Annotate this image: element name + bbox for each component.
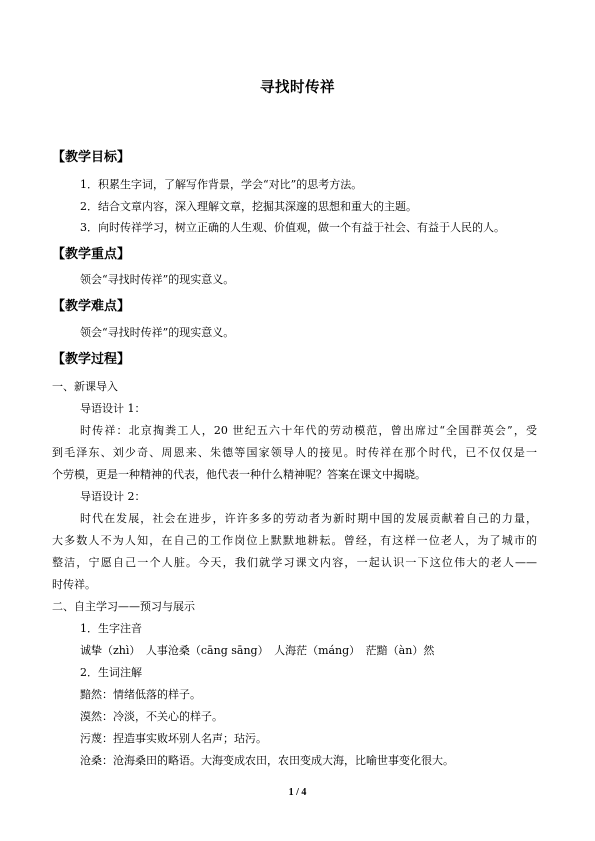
design2-line-2: 大多数人不为人知，在自己的工作岗位上默默地耕耘。曾经，有这样一位老人，为了城市的 bbox=[52, 534, 537, 547]
document-title: 寻找时传祥 bbox=[260, 80, 335, 96]
difficulties-text: 领会“寻找时传祥”的现实意义。 bbox=[80, 326, 235, 339]
difficulties-heading: 【教学难点】 bbox=[52, 299, 131, 314]
design1-label: 导语设计 1： bbox=[80, 402, 146, 415]
page-number: 1 / 4 bbox=[288, 787, 307, 798]
design2-label: 导语设计 2： bbox=[80, 490, 146, 503]
goals-heading: 【教学目标】 bbox=[52, 150, 131, 165]
part2-sub1: 1．生字注音 bbox=[80, 622, 142, 635]
design1-line-1: 时传祥：北京掏粪工人，20 世纪五六十年代的劳动模范，曾出席过“全国群英会”，受 bbox=[80, 424, 537, 437]
part2-sub2: 2．生词注解 bbox=[80, 666, 142, 679]
design2-line-4: 时传祥。 bbox=[52, 578, 96, 591]
design1-line-3: 个劳模，更是一种精神的代表，他代表一种什么精神呢？答案在课文中揭晓。 bbox=[52, 468, 426, 481]
goal-item-3: 3．向时传祥学习，树立正确的人生观、价值观，做一个有益于社会、有益于人民的人。 bbox=[80, 221, 505, 234]
part1-title: 一、新课导入 bbox=[52, 380, 118, 393]
goal-item-2: 2．结合文章内容，深入理解文章，挖掘其深邃的思想和重大的主题。 bbox=[80, 200, 417, 213]
glossary-item-2: 漠然：冷淡，不关心的样子。 bbox=[80, 710, 223, 723]
goal-item-1: 1．积累生字词，了解写作背景，学会“对比”的思考方法。 bbox=[80, 178, 363, 191]
glossary-item-1: 黯然：情绪低落的样子。 bbox=[80, 688, 201, 701]
key-points-text: 领会“寻找时传祥”的现实意义。 bbox=[80, 273, 235, 286]
design2-line-1: 时代在发展，社会在进步，许许多多的劳动者为新时期中国的发展贡献着自己的力量， bbox=[80, 512, 537, 525]
glossary-item-4: 沧桑：沧海桑田的略语。大海变成农田，农田变成大海，比喻世事变化很大。 bbox=[80, 754, 454, 767]
design2-line-3: 整洁，宁愿自己一个人脏。今天，我们就学习课文内容，一起认识一下这位伟大的老人—— bbox=[52, 556, 537, 569]
process-heading: 【教学过程】 bbox=[52, 352, 131, 367]
pinyin-line: 诚挚（zhì） 人事沧桑（cāng sāng） 人海茫（máng） 茫黯（àn）然 bbox=[80, 644, 435, 657]
glossary-item-3: 污蔑：捏造事实败坏别人名声；玷污。 bbox=[80, 732, 267, 745]
design1-line-2: 到毛泽东、刘少奇、周恩来、朱德等国家领导人的接见。时传祥在那个时代，已不仅仅是一 bbox=[52, 446, 537, 459]
key-points-heading: 【教学重点】 bbox=[52, 247, 131, 262]
part2-title: 二、自主学习——预习与展示 bbox=[52, 600, 195, 613]
